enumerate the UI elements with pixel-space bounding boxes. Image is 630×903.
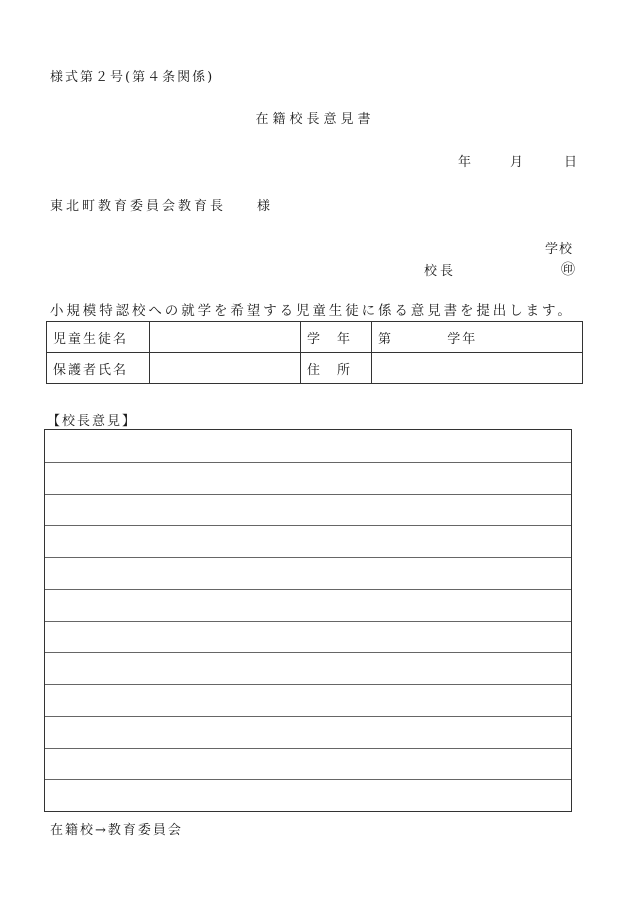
writing-line xyxy=(45,621,571,622)
addressee-honorific: 様 xyxy=(257,199,271,214)
guardian-name-label: 保護者氏名 xyxy=(47,353,150,384)
writing-line xyxy=(45,684,571,685)
writing-line xyxy=(45,462,571,463)
writing-line xyxy=(45,557,571,558)
address-label: 住 所 xyxy=(301,353,372,384)
table-row xyxy=(47,322,583,353)
document-title: 在籍校長意見書 xyxy=(255,112,375,127)
opinion-box[interactable] xyxy=(44,429,572,812)
addressee-name: 東北町教育委員会教育長 xyxy=(50,199,227,214)
address-field[interactable] xyxy=(372,353,583,384)
form-number: 様式第２号(第４条関係) xyxy=(50,70,215,85)
writing-line xyxy=(45,494,571,495)
student-name-label: 児童生徒名 xyxy=(47,322,150,353)
writing-line xyxy=(45,652,571,653)
routing-note: 在籍校→教育委員会 xyxy=(50,823,183,838)
grade-label: 学 年 xyxy=(301,322,372,353)
info-table xyxy=(46,321,583,384)
student-name-field[interactable] xyxy=(150,322,301,353)
principal-label: 校長 xyxy=(424,264,457,279)
writing-line xyxy=(45,748,571,749)
date-day-label: 日 xyxy=(564,155,578,170)
date-year-label: 年 xyxy=(458,155,472,170)
grade-field[interactable] xyxy=(372,322,583,353)
table-row xyxy=(47,353,583,384)
seal-mark: ㊞ xyxy=(561,262,575,278)
writing-line xyxy=(45,589,571,590)
writing-line xyxy=(45,716,571,717)
grade-prefix: 第 xyxy=(378,331,394,347)
date-month-label: 月 xyxy=(510,155,524,170)
school-name-suffix: 学校 xyxy=(545,242,574,257)
writing-line xyxy=(45,779,571,780)
writing-line xyxy=(45,525,571,526)
statement-text: 小規模特認校への就学を希望する児童生徒に係る意見書を提出します。 xyxy=(50,303,574,319)
grade-suffix: 学年 xyxy=(447,331,478,347)
guardian-name-field[interactable] xyxy=(150,353,301,384)
opinion-heading: 【校長意見】 xyxy=(47,414,138,429)
